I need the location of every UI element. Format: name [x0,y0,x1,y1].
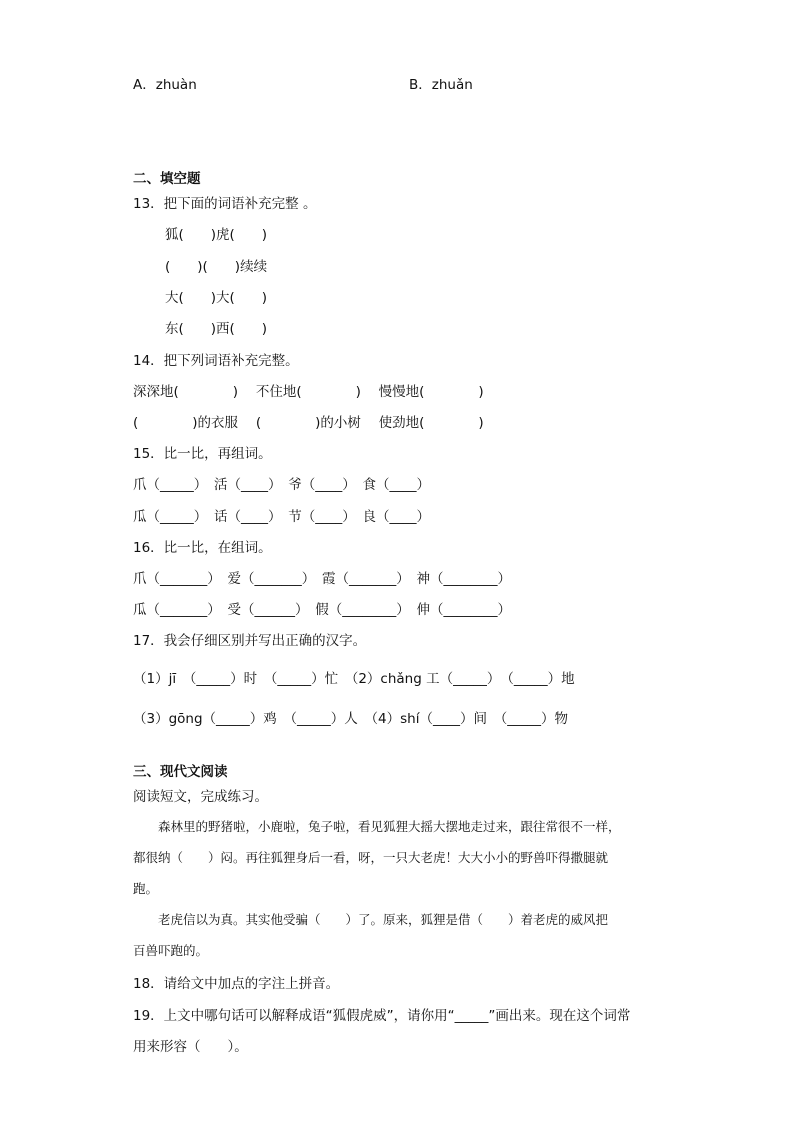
question-15-line-2: 瓜（_____） 话（____） 节（____） 良（____） [133,509,430,525]
question-14-line-1: 深深地( ) 不住地( ) 慢慢地( ) [133,384,484,400]
question-17-line-2: （3）gōng（_____）鸡 （_____）人 （4）shí（____）间 （_____）物 [133,711,568,727]
question-17-line-1: （1）jī （_____）时 （_____）忙 （2）chǎng 工（_____） （_____）地 [133,671,575,687]
option-b: B．zhuǎn [409,77,473,93]
question-13-line-1: 狐( )虎( ) [165,227,268,243]
question-17-prompt: 17．我会仔细区别并写出正确的汉字。 [133,633,367,649]
passage-line-3: 跑。 [133,881,159,896]
passage-line-2: 都很纳（ ）闷。再往狐狸身后一看，呀，一只大老虎！大大小小的野兽吓得撒腿就 [133,850,609,865]
question-18-prompt: 18．请给文中加点的字注上拼音。 [133,976,340,992]
question-13-prompt: 13．把下面的词语补充完整 。 [133,196,317,212]
section-3-title: 三、现代文阅读 [133,764,228,780]
reading-intro: 阅读短文，完成练习。 [133,789,268,805]
passage-line-1: 森林里的野猪啦，小鹿啦，兔子啦，看见狐狸大摇大摆地走过来，跟往常很不一样， [133,819,621,834]
passage-line-4: 老虎信以为真。其实他受骗（ ）了。原来，狐狸是借（ ）着老虎的威风把 [133,912,609,927]
passage-line-5: 百兽吓跑的。 [133,943,209,958]
question-13-line-3: 大( )大( ) [165,290,268,306]
question-19-line-1: 19．上文中哪句话可以解释成语“狐假虎威”，请你用“_____”画出来。现在这个词常 [133,1008,631,1024]
question-13-line-2: ( )( )续续 [165,259,268,275]
question-13-line-4: 东( )西( ) [165,321,268,337]
option-a: A．zhuàn [133,77,197,93]
question-16-line-2: 瓜（_______） 受（______） 假（________） 伸（________） [133,602,511,618]
question-16-line-1: 爪（_______） 爱（_______） 霞（_______） 神（________） [133,571,511,587]
section-2-title: 二、填空题 [133,171,201,187]
question-19-line-2: 用来形容（ ）。 [133,1039,248,1055]
question-14-prompt: 14．把下列词语补充完整。 [133,353,299,369]
question-14-line-2: ( )的衣服 ( )的小树 使劲地( ) [133,415,484,431]
question-15-line-1: 爪（_____） 活（____） 爷（____） 食（____） [133,477,430,493]
question-16-prompt: 16．比一比，在组词。 [133,540,272,556]
question-15-prompt: 15．比一比，再组词。 [133,446,272,462]
